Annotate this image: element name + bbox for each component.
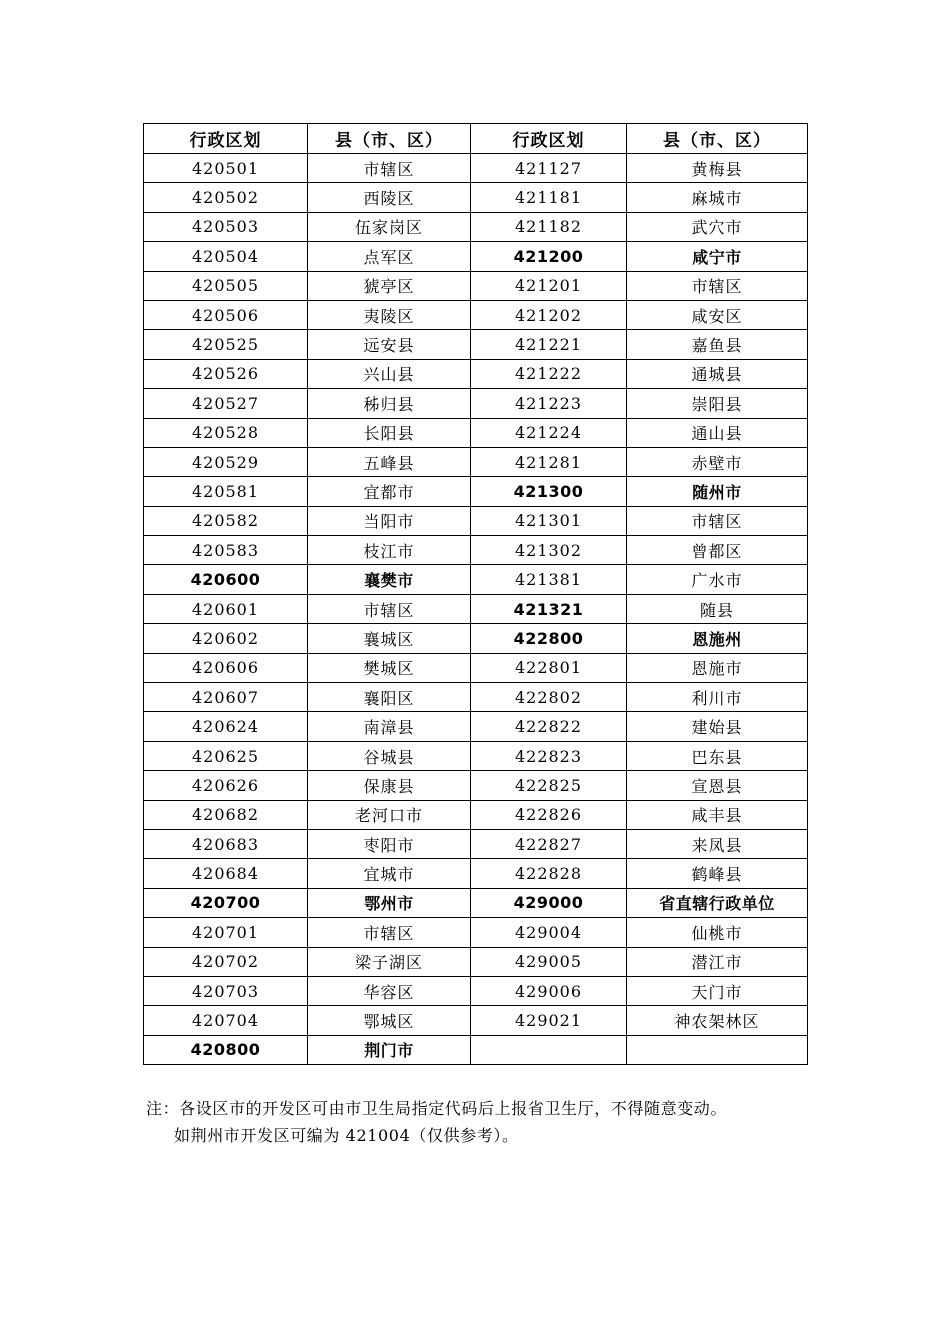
code-cell-left: 420683 xyxy=(144,829,308,858)
code-cell-right: 422822 xyxy=(471,712,627,741)
table-header-row xyxy=(144,124,808,154)
county-cell-left: 兴山县 xyxy=(308,359,471,388)
code-cell-left: 420601 xyxy=(144,594,308,623)
county-cell-right: 咸安区 xyxy=(627,300,808,329)
county-cell-left: 猇亭区 xyxy=(308,271,471,300)
footnote xyxy=(146,1095,727,1149)
code-cell-left: 420682 xyxy=(144,800,308,829)
code-cell-left: 420704 xyxy=(144,1006,308,1035)
code-cell-left: 420505 xyxy=(144,271,308,300)
code-cell-left: 420625 xyxy=(144,741,308,770)
county-cell-left: 枣阳市 xyxy=(308,829,471,858)
table-row xyxy=(144,359,808,388)
county-cell-left: 华容区 xyxy=(308,976,471,1005)
county-cell-right: 曾都区 xyxy=(627,536,808,565)
county-cell-right: 来凤县 xyxy=(627,829,808,858)
table-row xyxy=(144,653,808,682)
table-row xyxy=(144,1006,808,1035)
county-cell-right: 巴东县 xyxy=(627,741,808,770)
table-row xyxy=(144,771,808,800)
county-cell-right: 鹤峰县 xyxy=(627,859,808,888)
county-cell-right: 神农架林区 xyxy=(627,1006,808,1035)
county-cell-right: 广水市 xyxy=(627,565,808,594)
table-row xyxy=(144,741,808,770)
region-code-table xyxy=(143,123,808,1065)
table-row xyxy=(144,859,808,888)
code-cell-right: 422827 xyxy=(471,829,627,858)
county-cell-right: 市辖区 xyxy=(627,506,808,535)
county-cell-left: 当阳市 xyxy=(308,506,471,535)
header-county-2: 县（市、区） xyxy=(627,124,808,154)
code-cell-right: 422802 xyxy=(471,683,627,712)
county-cell-right: 潜江市 xyxy=(627,947,808,976)
table-row xyxy=(144,271,808,300)
footnote-line-1: 注：各设区市的开发区可由市卫生局指定代码后上报省卫生厅，不得随意变动。 xyxy=(146,1099,728,1118)
header-code-2: 行政区划 xyxy=(471,124,627,154)
code-cell-left: 420506 xyxy=(144,300,308,329)
code-cell-right: 422825 xyxy=(471,771,627,800)
code-cell-right: 422800 xyxy=(471,624,627,653)
county-cell-right xyxy=(627,1035,808,1064)
table-row xyxy=(144,389,808,418)
code-cell-right: 429005 xyxy=(471,947,627,976)
code-cell-right: 421302 xyxy=(471,536,627,565)
table-body xyxy=(144,154,808,1065)
code-cell-right: 421200 xyxy=(471,242,627,271)
code-cell-right: 429000 xyxy=(471,888,627,917)
county-cell-left: 老河口市 xyxy=(308,800,471,829)
code-cell-left: 420502 xyxy=(144,183,308,212)
county-cell-right: 市辖区 xyxy=(627,271,808,300)
county-cell-right: 嘉鱼县 xyxy=(627,330,808,359)
table-row xyxy=(144,888,808,917)
county-cell-right: 利川市 xyxy=(627,683,808,712)
county-cell-left: 西陵区 xyxy=(308,183,471,212)
code-cell-left: 420701 xyxy=(144,918,308,947)
footnote-line-2: 如荆州市开发区可编为 421004（仅供参考）。 xyxy=(174,1126,519,1145)
county-cell-left: 长阳县 xyxy=(308,418,471,447)
code-cell-right: 421381 xyxy=(471,565,627,594)
table-row xyxy=(144,829,808,858)
code-cell-right: 421127 xyxy=(471,154,627,183)
county-cell-left: 点军区 xyxy=(308,242,471,271)
table-row xyxy=(144,594,808,623)
county-cell-left: 伍家岗区 xyxy=(308,212,471,241)
table-row xyxy=(144,506,808,535)
county-cell-left: 梁子湖区 xyxy=(308,947,471,976)
code-cell-left: 420583 xyxy=(144,536,308,565)
code-cell-left: 420700 xyxy=(144,888,308,917)
county-cell-left: 襄阳区 xyxy=(308,683,471,712)
county-cell-left: 夷陵区 xyxy=(308,300,471,329)
table-row xyxy=(144,330,808,359)
county-cell-left: 五峰县 xyxy=(308,447,471,476)
code-cell-right: 421182 xyxy=(471,212,627,241)
table-row xyxy=(144,683,808,712)
table-row xyxy=(144,624,808,653)
code-cell-right: 422828 xyxy=(471,859,627,888)
county-cell-right: 咸宁市 xyxy=(627,242,808,271)
county-cell-left: 宜城市 xyxy=(308,859,471,888)
code-cell-left: 420684 xyxy=(144,859,308,888)
code-cell-left: 420606 xyxy=(144,653,308,682)
county-cell-right: 恩施州 xyxy=(627,624,808,653)
county-cell-left: 鄂州市 xyxy=(308,888,471,917)
county-cell-right: 麻城市 xyxy=(627,183,808,212)
county-cell-left: 襄樊市 xyxy=(308,565,471,594)
code-cell-left: 420602 xyxy=(144,624,308,653)
code-cell-left: 420503 xyxy=(144,212,308,241)
table-row xyxy=(144,536,808,565)
table-row xyxy=(144,300,808,329)
code-cell-left: 420501 xyxy=(144,154,308,183)
code-cell-left: 420607 xyxy=(144,683,308,712)
code-cell-left: 420526 xyxy=(144,359,308,388)
code-cell-right xyxy=(471,1035,627,1064)
code-cell-left: 420504 xyxy=(144,242,308,271)
county-cell-left: 市辖区 xyxy=(308,154,471,183)
code-cell-right: 421281 xyxy=(471,447,627,476)
code-cell-left: 420525 xyxy=(144,330,308,359)
table-row xyxy=(144,447,808,476)
code-cell-right: 421202 xyxy=(471,300,627,329)
table-row xyxy=(144,154,808,183)
county-cell-right: 黄梅县 xyxy=(627,154,808,183)
code-cell-left: 420581 xyxy=(144,477,308,506)
code-cell-left: 420702 xyxy=(144,947,308,976)
table-row xyxy=(144,712,808,741)
code-cell-right: 429021 xyxy=(471,1006,627,1035)
code-cell-right: 421300 xyxy=(471,477,627,506)
county-cell-right: 随州市 xyxy=(627,477,808,506)
county-cell-left: 宜都市 xyxy=(308,477,471,506)
county-cell-left: 市辖区 xyxy=(308,594,471,623)
code-cell-right: 429006 xyxy=(471,976,627,1005)
table-row xyxy=(144,918,808,947)
code-cell-left: 420582 xyxy=(144,506,308,535)
county-cell-right: 宣恩县 xyxy=(627,771,808,800)
table-row xyxy=(144,565,808,594)
county-cell-right: 随县 xyxy=(627,594,808,623)
county-cell-left: 谷城县 xyxy=(308,741,471,770)
code-cell-left: 420626 xyxy=(144,771,308,800)
county-cell-left: 荆门市 xyxy=(308,1035,471,1064)
table-row xyxy=(144,212,808,241)
county-cell-right: 仙桃市 xyxy=(627,918,808,947)
county-cell-right: 武穴市 xyxy=(627,212,808,241)
county-cell-right: 建始县 xyxy=(627,712,808,741)
header-code-1: 行政区划 xyxy=(144,124,308,154)
code-cell-left: 420529 xyxy=(144,447,308,476)
county-cell-left: 鄂城区 xyxy=(308,1006,471,1035)
table-row xyxy=(144,418,808,447)
code-cell-right: 422826 xyxy=(471,800,627,829)
table-row xyxy=(144,800,808,829)
table-row xyxy=(144,976,808,1005)
table-row xyxy=(144,242,808,271)
county-cell-right: 省直辖行政单位 xyxy=(627,888,808,917)
table-row xyxy=(144,183,808,212)
county-cell-right: 崇阳县 xyxy=(627,389,808,418)
code-cell-right: 421221 xyxy=(471,330,627,359)
county-cell-left: 远安县 xyxy=(308,330,471,359)
table-row xyxy=(144,947,808,976)
code-cell-right: 421224 xyxy=(471,418,627,447)
code-cell-left: 420527 xyxy=(144,389,308,418)
code-cell-left: 420800 xyxy=(144,1035,308,1064)
county-cell-right: 天门市 xyxy=(627,976,808,1005)
county-cell-right: 恩施市 xyxy=(627,653,808,682)
code-cell-right: 422823 xyxy=(471,741,627,770)
county-cell-left: 樊城区 xyxy=(308,653,471,682)
code-cell-right: 421301 xyxy=(471,506,627,535)
code-cell-right: 422801 xyxy=(471,653,627,682)
table-row xyxy=(144,477,808,506)
county-cell-right: 赤壁市 xyxy=(627,447,808,476)
code-cell-left: 420528 xyxy=(144,418,308,447)
header-county-1: 县（市、区） xyxy=(308,124,471,154)
county-cell-left: 市辖区 xyxy=(308,918,471,947)
county-cell-right: 通城县 xyxy=(627,359,808,388)
county-cell-left: 秭归县 xyxy=(308,389,471,418)
county-cell-left: 保康县 xyxy=(308,771,471,800)
county-cell-left: 襄城区 xyxy=(308,624,471,653)
code-cell-right: 421181 xyxy=(471,183,627,212)
code-cell-right: 421223 xyxy=(471,389,627,418)
county-cell-left: 枝江市 xyxy=(308,536,471,565)
county-cell-left: 南漳县 xyxy=(308,712,471,741)
county-cell-right: 通山县 xyxy=(627,418,808,447)
code-cell-left: 420600 xyxy=(144,565,308,594)
table-row xyxy=(144,1035,808,1064)
county-cell-right: 咸丰县 xyxy=(627,800,808,829)
code-cell-right: 421321 xyxy=(471,594,627,623)
code-cell-right: 429004 xyxy=(471,918,627,947)
code-cell-right: 421201 xyxy=(471,271,627,300)
code-cell-left: 420703 xyxy=(144,976,308,1005)
code-cell-right: 421222 xyxy=(471,359,627,388)
code-cell-left: 420624 xyxy=(144,712,308,741)
